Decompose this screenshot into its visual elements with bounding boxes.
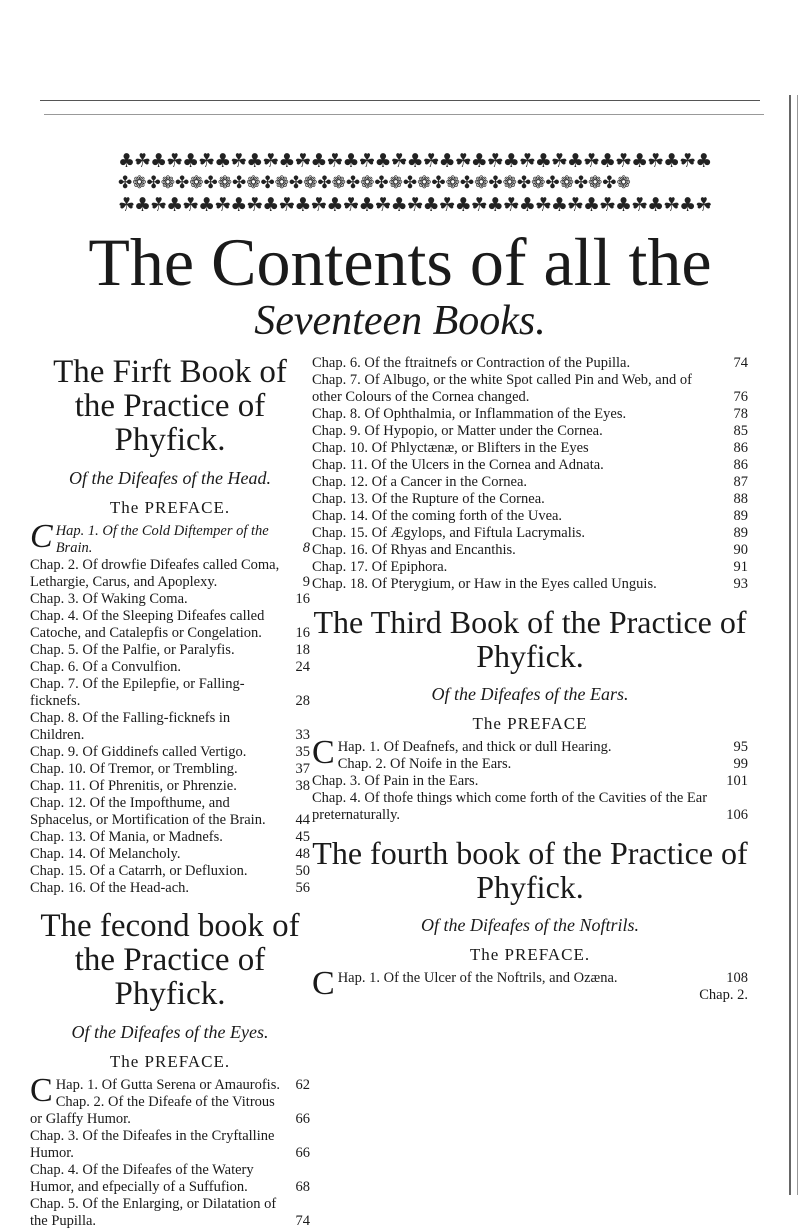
chapter-entry [312, 576, 748, 593]
chapter-title: Chap. 11. Of the Ulcers in the Cornea and Adnata. [312, 457, 604, 473]
chapter-entry [30, 795, 310, 829]
page-number: 24 [295, 659, 310, 675]
page-number: 68 [295, 1179, 310, 1195]
page-number: 45 [295, 829, 310, 845]
book-subheading: Of the Difeafes of the Eyes. [71, 1022, 269, 1042]
chapter-entry [30, 710, 310, 744]
chapter-entry [30, 557, 310, 591]
page-number: 62 [295, 1077, 310, 1093]
chapter-entry [30, 863, 310, 880]
page-number: 38 [295, 778, 310, 794]
page-number: 106 [726, 807, 748, 823]
chapter-entry [312, 474, 748, 491]
page-title: The Contents of all the [88, 224, 712, 300]
chapter-title: Chap. 8. Of the Falling-ficknefs in Children. [30, 710, 231, 743]
chapter-title: Chap. 16. Of Rhyas and Encanthis. [312, 542, 516, 558]
top-rule [40, 100, 760, 101]
chapter-entry [30, 642, 310, 659]
page-number: 56 [295, 880, 310, 896]
page-number: 93 [733, 576, 748, 592]
page-number: 48 [295, 846, 310, 862]
chapter-entry [312, 372, 748, 406]
page-number: 9 [302, 574, 310, 590]
chapter-title: CHap. 1. Of the Cold Diftemper of the Brain. [30, 518, 269, 556]
page-number: 33 [295, 727, 310, 743]
chapter-title: Chap. 11. Of Phrenitis, or Phrenzie. [30, 778, 237, 794]
page-number: 18 [295, 642, 310, 658]
chapter-entry [30, 659, 310, 676]
ornament-row: ✤❁✤❁✤❁✤❁✤❁✤❁✤❁✤❁✤❁✤❁✤❁✤❁✤❁✤❁✤❁✤❁✤❁✤❁ [118, 173, 631, 193]
chapter-title: Chap. 2. Of drowfie Difeafes called Coma, Lethargie, Carus, and Apoplexy. [30, 557, 280, 590]
chapter-entry [312, 790, 748, 824]
book-subheading: Of the Difeafes of the Head. [69, 468, 271, 488]
chapter-entry [30, 761, 310, 778]
chapter-entry [312, 525, 748, 542]
catchword: Chap. 2. [699, 987, 748, 1003]
chapter-entry [312, 406, 748, 423]
preface-label: The PREFACE. [469, 945, 591, 964]
page-number: 90 [733, 542, 748, 558]
page-number: 66 [295, 1145, 310, 1161]
chapter-entry [30, 518, 310, 557]
page-number: 50 [295, 863, 310, 879]
chapter-entry [312, 756, 748, 773]
chapter-title: Chap. 6. Of a Convulfion. [30, 659, 182, 675]
chapter-title: Chap. 4. Of the Sleeping Difeafes called Catoche, and Catalepfis or Congelation. [30, 608, 265, 641]
chapter-entry [30, 591, 310, 608]
page-number: 89 [733, 525, 748, 541]
chapter-title: Chap. 8. Of Ophthalmia, or Inflammation of the Eyes. [312, 406, 627, 422]
page-number: 66 [295, 1111, 310, 1127]
chapter-title: Chap. 5. Of the Palfie, or Paralyfis. [30, 642, 235, 658]
book-subheading: Of the Difeafes of the Ears. [431, 684, 629, 704]
page-subtitle: Seventeen Books. [254, 298, 546, 344]
chapter-title: CHap. 1. Of Deafnefs, and thick or dull Hearing. [312, 734, 612, 771]
chapter-entry [30, 744, 310, 761]
chapter-title: Chap. 16. Of the Head-ach. [30, 880, 190, 896]
preface-label: The PREFACE. [109, 1052, 231, 1071]
chapter-title: CHap. 1. Of Gutta Serena or Amaurofis. [30, 1072, 280, 1109]
page-number: 37 [295, 761, 310, 777]
decorative-ornament-band [118, 150, 766, 220]
chapter-entry [312, 773, 748, 790]
page-number: 108 [726, 970, 748, 986]
chapter-title: Chap. 13. Of Mania, or Madnefs. [30, 829, 223, 845]
page-number: 86 [733, 457, 748, 473]
chapter-title: Chap. 7. Of the Epilepfie, or Falling-ficknefs. [30, 676, 245, 709]
chapter-entry [312, 559, 748, 576]
chapter-entry [30, 1094, 310, 1128]
page-number: 89 [733, 508, 748, 524]
chapter-entry [312, 491, 748, 508]
chapter-title: Chap. 2. Of Noife in the Ears. [337, 756, 512, 772]
page-number: 74 [295, 1213, 310, 1229]
chapter-title: Chap. 17. Of Epiphora. [312, 559, 448, 575]
chapter-title: Chap. 9. Of Hypopio, or Matter under the Cornea. [312, 423, 603, 439]
book-heading: The Firft Book of the Practice of Phyfick. [53, 354, 287, 458]
book-heading: The fecond book of the Practice of Phyfick. [40, 908, 300, 1012]
page-number: 78 [733, 406, 748, 422]
page-number: 44 [295, 812, 310, 828]
page-number: 35 [295, 744, 310, 760]
chapter-entry [30, 778, 310, 795]
chapter-entry [30, 1196, 310, 1230]
chapter-title: CHap. 1. Of the Ulcer of the Noftrils, and Ozæna. [312, 965, 618, 1002]
chapter-entry [30, 846, 310, 863]
chapter-title: Chap. 15. Of Ægylops, and Fiftula Lacrymalis. [312, 525, 586, 541]
chapter-entry [312, 457, 748, 474]
chapter-title: Chap. 5. Of the Enlarging, or Dilatation of the Pupilla. [30, 1196, 277, 1229]
chapter-title: Chap. 10. Of Tremor, or Trembling. [30, 761, 238, 777]
chapter-entry [312, 423, 748, 440]
chapter-title: Chap. 4. Of thofe things which come forth of the Cavities of the Ear preternaturally. [312, 790, 708, 823]
right-column [312, 355, 748, 1004]
page-number: 76 [733, 389, 748, 405]
chapter-title: Chap. 2. Of the Difeafe of the Vitrous or Glaffy Humor. [30, 1094, 275, 1127]
chapter-entry [30, 676, 310, 710]
book-subheading: Of the Difeafes of the Noftrils. [421, 915, 639, 935]
book-heading: The Third Book of the Practice of Phyfick. [313, 604, 747, 674]
page-number: 16 [295, 591, 310, 607]
page-number: 16 [295, 625, 310, 641]
page-number: 85 [733, 423, 748, 439]
chapter-title: Chap. 3. Of Pain in the Ears. [312, 773, 479, 789]
page-number: 99 [733, 756, 748, 772]
ornament-row: ♣☘♣☘♣☘♣☘♣☘♣☘♣☘♣☘♣☘♣☘♣☘♣☘♣☘♣☘♣☘♣☘♣☘♣☘♣ [118, 150, 712, 172]
chapter-entry [312, 508, 748, 525]
chapter-entry [30, 880, 310, 897]
page-number: 101 [726, 773, 748, 789]
chapter-entry [30, 1128, 310, 1162]
page-number: 91 [733, 559, 748, 575]
chapter-entry [30, 829, 310, 846]
left-column [30, 355, 310, 1230]
chapter-entry [30, 608, 310, 642]
chapter-title: Chap. 3. Of the Difeafes in the Cryftalline Humor. [30, 1128, 275, 1161]
page-number: 87 [733, 474, 748, 490]
page-number: 88 [733, 491, 748, 507]
chapter-entry [30, 1162, 310, 1196]
chapter-entry [312, 440, 748, 457]
top-rule-secondary [44, 114, 764, 115]
chapter-title: Chap. 12. Of the Impofthume, and Sphacelus, or Mortification of the Brain. [30, 795, 266, 828]
chapter-title: Chap. 15. Of a Catarrh, or Defluxion. [30, 863, 248, 879]
page-number: 74 [733, 355, 748, 371]
preface-label: The PREFACE [472, 714, 588, 733]
book-heading: The fourth book of the Practice of Phyfick. [312, 835, 748, 905]
chapter-title: Chap. 10. Of Phlyctænæ, or Blifters in the Eyes [312, 440, 589, 456]
page-number: 28 [295, 693, 310, 709]
chapter-title: Chap. 9. Of Giddinefs called Vertigo. [30, 744, 247, 760]
chapter-title: Chap. 7. Of Albugo, or the white Spot called Pin and Web, and of other Colours of the Cornea changed. [312, 372, 692, 405]
preface-label: The PREFACE. [109, 498, 231, 517]
chapter-title: Chap. 14. Of Melancholy. [30, 846, 181, 862]
chapter-entry [30, 1072, 310, 1109]
chapter-title: Chap. 3. Of Waking Coma. [30, 591, 188, 607]
chapter-entry [312, 355, 748, 372]
page-number: 95 [733, 739, 748, 755]
chapter-title: Chap. 18. Of Pterygium, or Haw in the Eyes called Unguis. [312, 576, 657, 592]
ornament-row: ☘♣☘♣☘♣☘♣☘♣☘♣☘♣☘♣☘♣☘♣☘♣☘♣☘♣☘♣☘♣☘♣☘♣☘♣☘ [118, 194, 712, 216]
chapter-title: Chap. 14. Of the coming forth of the Uvea. [312, 508, 563, 524]
chapter-title: Chap. 12. Of a Cancer in the Cornea. [312, 474, 528, 490]
page-number: 86 [733, 440, 748, 456]
chapter-title: Chap. 13. Of the Rupture of the Cornea. [312, 491, 545, 507]
chapter-title: Chap. 4. Of the Difeafes of the Watery Humor, and efpecially of a Suffufion. [30, 1162, 254, 1195]
page-number: 8 [302, 540, 310, 556]
chapter-title: Chap. 6. Of the ftraitnefs or Contraction of the Pupilla. [312, 355, 631, 371]
chapter-entry [312, 542, 748, 559]
